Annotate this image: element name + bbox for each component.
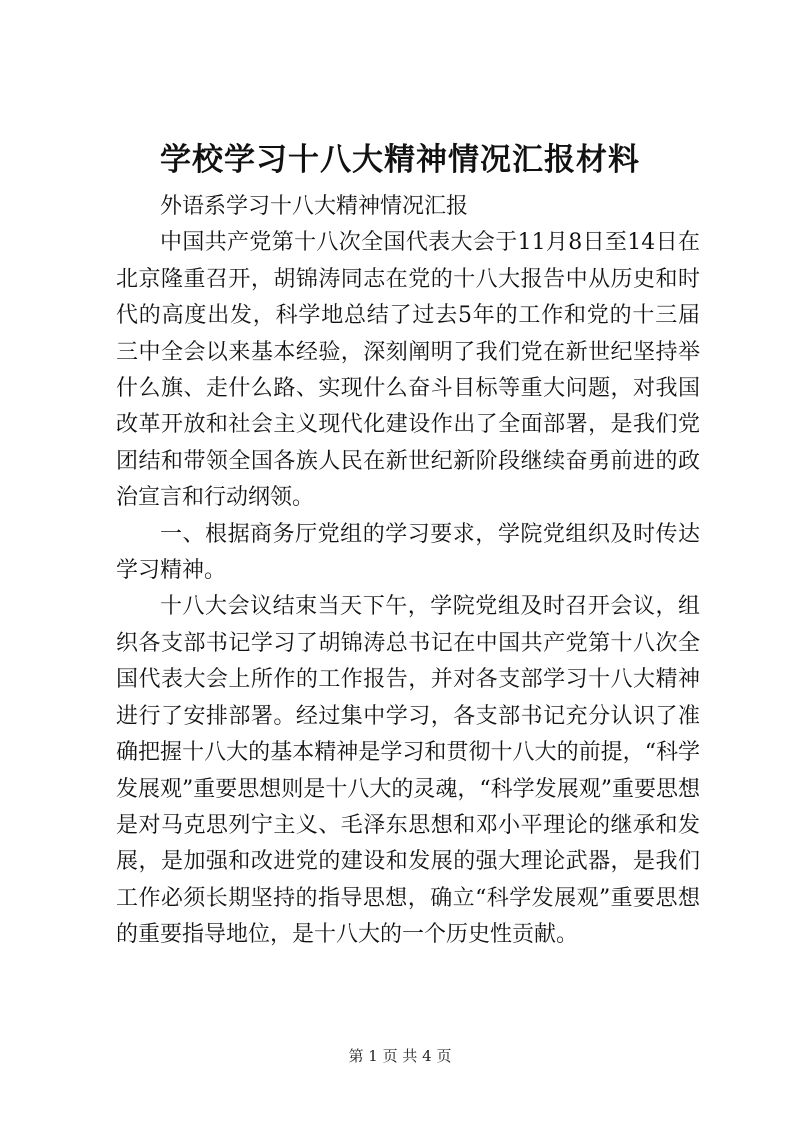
- body-paragraph: 十八大会议结束当天下午，学院党组及时召开会议，组织各支部书记学习了胡锦涛总书记在中国共产党第十八次全国代表大会上所作的工作报告，并对各支部学习十八大精神进行了安排部署。经过集中学习，各支部书记充分认识了准确把握十八大的基本精神是学习和贯彻十八大的前提，“科学发展观”重要思想则是十八大的灵魂，“科学发展观”重要思想是对马克思列宁主义、毛泽东思想和邓小平理论的继承和发展，是加强和改进党的建设和发展的强大理论武器，是我们工作必须长期坚持的指导思想，确立“科学发展观”重要思想的重要指导地位，是十八大的一个历史性贡献。: [116, 594, 700, 948]
- document-title: 学校学习十八大精神情况汇报材料: [160, 142, 640, 178]
- body-paragraph-heading: 外语系学习十八大精神情况汇报: [160, 194, 469, 219]
- body-paragraph: 中国共产党第十八次全国代表大会于11月8日至14日在北京隆重召开，胡锦涛同志在党的十八大报告中从历史和时代的高度出发，科学地总结了过去5年的工作和党的十三届三中全会以来基本经验，深刻阐明了我们党在新世纪坚持举什么旗、走什么路、实现什么奋斗目标等重大问题，对我国改革开放和社会主义现代化建设作出了全面部署，是我们党团结和带领全国各族人民在新世纪新阶段继续奋勇前进的政治宣言和行动纲领。: [116, 230, 700, 511]
- body-paragraph-section-heading: 一、根据商务厅党组的学习要求，学院党组织及时传达学习精神。: [116, 521, 700, 584]
- page-footer: 第 1 页 共 4 页: [348, 1047, 452, 1065]
- document-body: [116, 189, 700, 954]
